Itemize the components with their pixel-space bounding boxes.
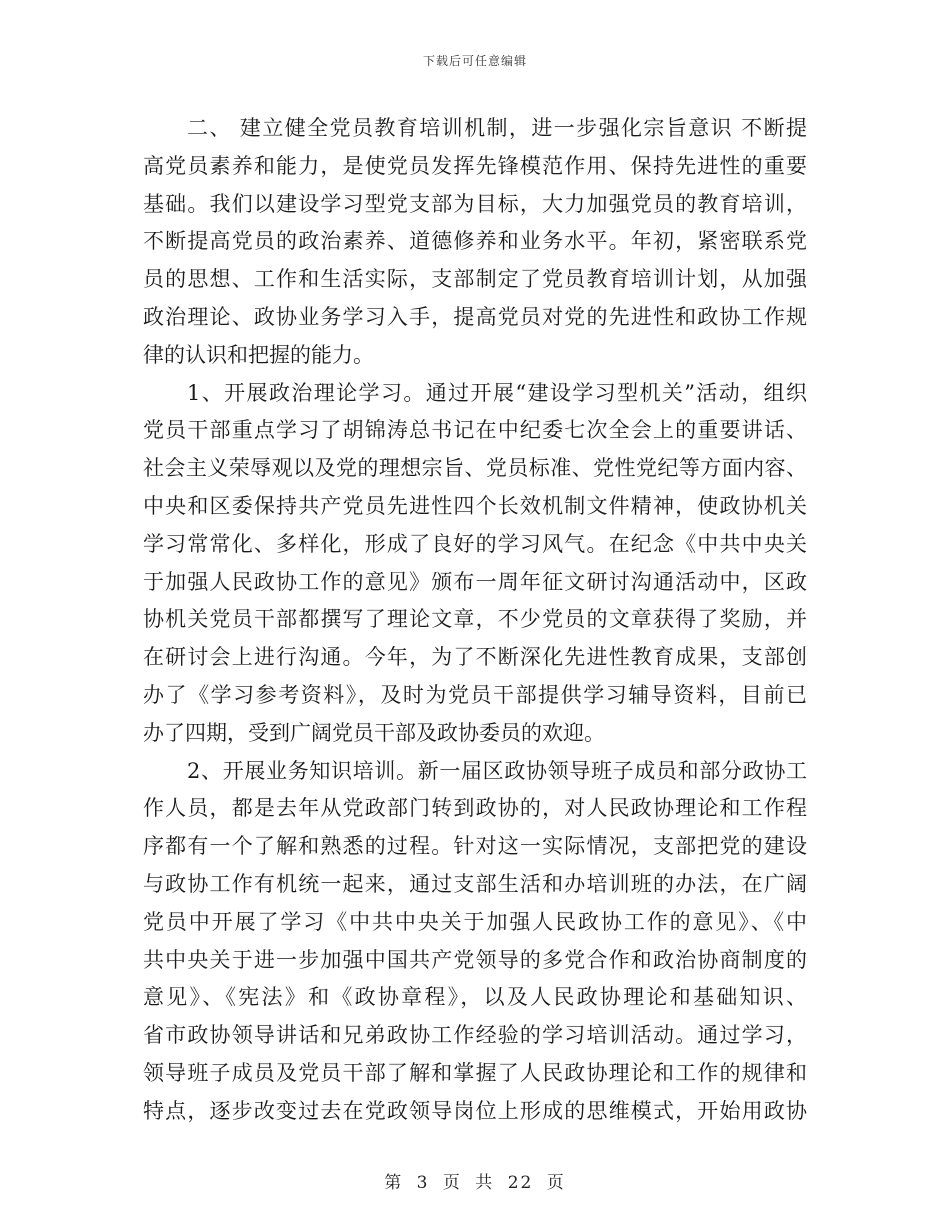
text-line: 序都有一个了解和熟悉的过程。针对这一实际情况，支部把党的建设: [143, 834, 807, 859]
text-line: 办了四期，受到广阔党员干部及政协委员的欢迎。: [143, 720, 605, 745]
text-line: 党员干部重点学习了胡锦涛总书记在中纪委七次全会上的重要讲话、: [143, 418, 807, 443]
text-line: 高党员素养和能力，是使党员发挥先锋模范作用、保持先进性的重要: [143, 153, 807, 178]
text-line: 与政协工作有机统一起来，通过支部生活和办培训班的办法，在广阔: [143, 871, 807, 896]
text-line: 政治理论、政协业务学习入手，提高党员对党的先进性和政协工作规: [143, 304, 807, 329]
text-line: 于加强人民政协工作的意见》颁布一周年征文研讨沟通活动中，区政: [143, 569, 807, 594]
text-line: 中央和区委保持共产党员先进性四个长效机制文件精神，使政协机关: [143, 493, 807, 518]
page-number: 第 3 页 共 22 页: [384, 1173, 566, 1193]
text-line: 基础。我们以建设学习型党支部为目标，大力加强党员的教育培训，: [143, 191, 807, 216]
page-header-note: 下载后可任意编辑: [422, 54, 527, 68]
text-line: 作人员，都是去年从党政部门转到政协的，对人民政协理论和工作程: [143, 796, 807, 821]
text-line: 特点，逐步改变过去在党政领导岗位上形成的思维模式，开始用政协: [143, 1098, 807, 1123]
text-line: 员的思想、工作和生活实际，支部制定了党员教育培训计划，从加强: [143, 267, 807, 292]
text-line: 二、 建立健全党员教育培训机制，进一步强化宗旨意识 不断提: [187, 116, 807, 140]
text-line: 学习常常化、多样化，形成了良好的学习风气。在纪念《中共中央关: [143, 531, 807, 556]
text-line: 意见》、《宪法》和《政协章程》，以及人民政协理论和基础知识、: [143, 985, 807, 1010]
text-line: 省市政协领导讲话和兄弟政协工作经验的学习培训活动。通过学习，: [143, 1023, 807, 1048]
text-line: 党员中开展了学习《中共中央关于加强人民政协工作的意见》、《中: [143, 909, 807, 934]
text-line: 领导班子成员及党员干部了解和掌握了人民政协理论和工作的规律和: [143, 1060, 807, 1085]
text-line: 办了《学习参考资料》，及时为党员干部提供学习辅导资料，目前已: [143, 682, 807, 707]
text-line: 共中央关于进一步加强中国共产党领导的多党合作和政治协商制度的: [143, 947, 807, 972]
document-body: [143, 110, 807, 1131]
text-line: 1、开展政治理论学习。通过开展“建设学习型机关”活动，组织: [187, 380, 807, 405]
text-line: 2、开展业务知识培训。新一届区政协领导班子成员和部分政协工: [187, 758, 807, 783]
text-line: 社会主义荣辱观以及党的理想宗旨、党员标准、党性党纪等方面内容、: [143, 456, 807, 481]
text-line: 律的认识和把握的能力。: [143, 342, 374, 367]
text-line: 在研讨会上进行沟通。今年，为了不断深化先进性教育成果，支部创: [143, 645, 807, 670]
text-line: 不断提高党员的政治素养、道德修养和业务水平。年初，紧密联系党: [143, 229, 807, 254]
text-line: 协机关党员干部都撰写了理论文章，不少党员的文章获得了奖励，并: [143, 607, 807, 632]
